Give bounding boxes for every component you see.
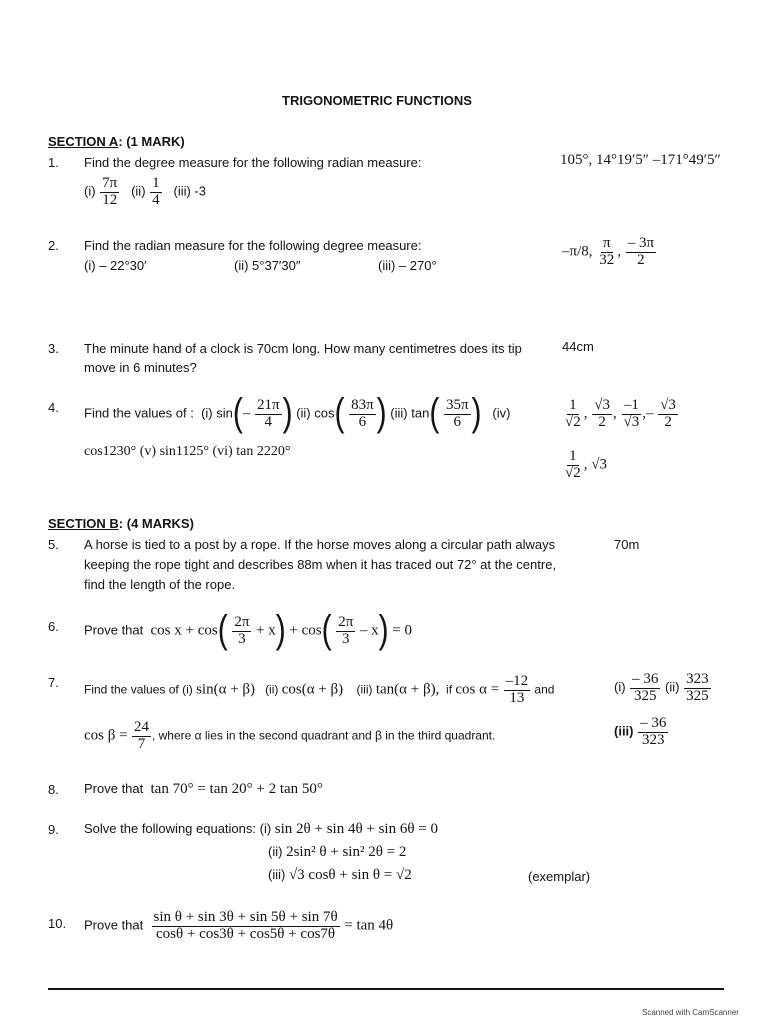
bottom-divider bbox=[48, 988, 724, 990]
q7-answer-i-ii: (i) $\frac{- 36}{325}$ (ii) $\frac{323}{325}$ bbox=[614, 671, 709, 704]
q3-number: 3. bbox=[48, 341, 59, 356]
q1-options: (i) $\frac{7\pi}{12}$ (ii) $\frac{1}{4}$ (iii) -3 bbox=[84, 175, 206, 208]
q5-number: 5. bbox=[48, 537, 59, 552]
q9-number: 9. bbox=[48, 822, 59, 837]
q7-line-2: cos β = $\frac{24}{7}$ , where α lies in the second quadrant and β in the third quadrant. bbox=[84, 719, 496, 752]
page-title: TRIGONOMETRIC FUNCTIONS bbox=[282, 93, 472, 108]
q4-answer-row-1: $\frac{1}{√2}$ , $\frac{√3}{2}$ , $\frac{-1}{√3}$ ,– $\frac{√3}{2}$ bbox=[565, 397, 676, 430]
q2-text: Find the radian measure for the following degree measure: bbox=[84, 238, 422, 253]
q4-number: 4. bbox=[48, 400, 59, 415]
q9-note: (exemplar) bbox=[528, 869, 591, 884]
q4-answer-row-2: $\frac{1}{√2}$ , √3 bbox=[565, 448, 607, 481]
q1-text: Find the degree measure for the following radian measure: bbox=[84, 155, 422, 170]
q8-expression: Prove that tan 70° = tan 20° + 2 tan 50° bbox=[84, 781, 323, 797]
q2-answer: –π/8, $\frac{\pi}{32}$ , $\frac{- 3\pi}{2}$ bbox=[562, 235, 655, 268]
section-b-heading: SECTION B: (4 MARKS) bbox=[48, 516, 194, 531]
q5-line-1: A horse is tied to a post by a rope. If the horse moves along a circular path always bbox=[84, 537, 556, 552]
scanner-footer: Scanned with CamScanner bbox=[642, 1008, 739, 1017]
q9-line-2: (ii) 2sin² θ + sin² 2θ = 2 bbox=[268, 844, 407, 860]
q5-line-3: find the length of the rope. bbox=[84, 577, 236, 592]
q3-line-1: The minute hand of a clock is 70cm long. How many centimetres does its tip bbox=[84, 341, 522, 356]
q1-number: 1. bbox=[48, 155, 59, 170]
q8-number: 8. bbox=[48, 782, 59, 797]
q4-line-1: Find the values of : (i) sin(– $\frac{21\pi}{4}$ ) (ii) cos( $\frac{83\pi}{6}$ ) (iii) tan( $\frac{35\pi}{6}$ ) (iv) bbox=[84, 392, 511, 436]
q6-expression: Prove that cos x + cos( $\frac{2\pi}{3}$ + x) + cos( $\frac{2\pi}{3}$ – x) = 0 bbox=[84, 609, 413, 653]
q3-answer: 44cm bbox=[562, 339, 594, 354]
q2-option-iii: (iii) – 270° bbox=[378, 258, 437, 273]
q7-number: 7. bbox=[48, 675, 59, 690]
q4-line-2: cos1230° (v) sin1125° (vi) tan 2220° bbox=[84, 444, 291, 459]
q1-answer: 105°, 14°19′5″ –171°49′5″ bbox=[560, 152, 721, 168]
q5-line-2: keeping the rope tight and describes 88m when it has traced out 72° at the centre, bbox=[84, 557, 557, 572]
q9-line-3: (iii) √3 cosθ + sin θ = √2 bbox=[268, 867, 412, 883]
q2-option-ii: (ii) 5°37′30″ bbox=[234, 258, 301, 273]
q2-number: 2. bbox=[48, 238, 59, 253]
q7-answer-iii: (iii) $\frac{- 36}{323}$ bbox=[614, 715, 667, 748]
q9-line-1: Solve the following equations: (i) sin 2θ + sin 4θ + sin 6θ = 0 bbox=[84, 821, 438, 837]
section-a-heading: SECTION A: (1 MARK) bbox=[48, 134, 185, 149]
q3-line-2: move in 6 minutes? bbox=[84, 360, 197, 375]
q10-expression: Prove that $\frac{\text{sin θ + sin 3θ + sin 5θ + sin 7θ}}{\cos\theta + \cos 3\theta + \cos 5\theta + \cos 7\theta}$ = tan 4θ bbox=[84, 909, 394, 942]
q10-number: 10. bbox=[48, 916, 67, 931]
q7-line-1: Find the values of (i) sin(α + β) (ii) cos(α + β) (iii) tan(α + β), if cos α = $\frac{-12}{13}$ and bbox=[84, 673, 555, 706]
q5-answer: 70m bbox=[614, 537, 640, 552]
q2-option-i: (i) – 22°30′ bbox=[84, 258, 147, 273]
q6-number: 6. bbox=[48, 619, 59, 634]
